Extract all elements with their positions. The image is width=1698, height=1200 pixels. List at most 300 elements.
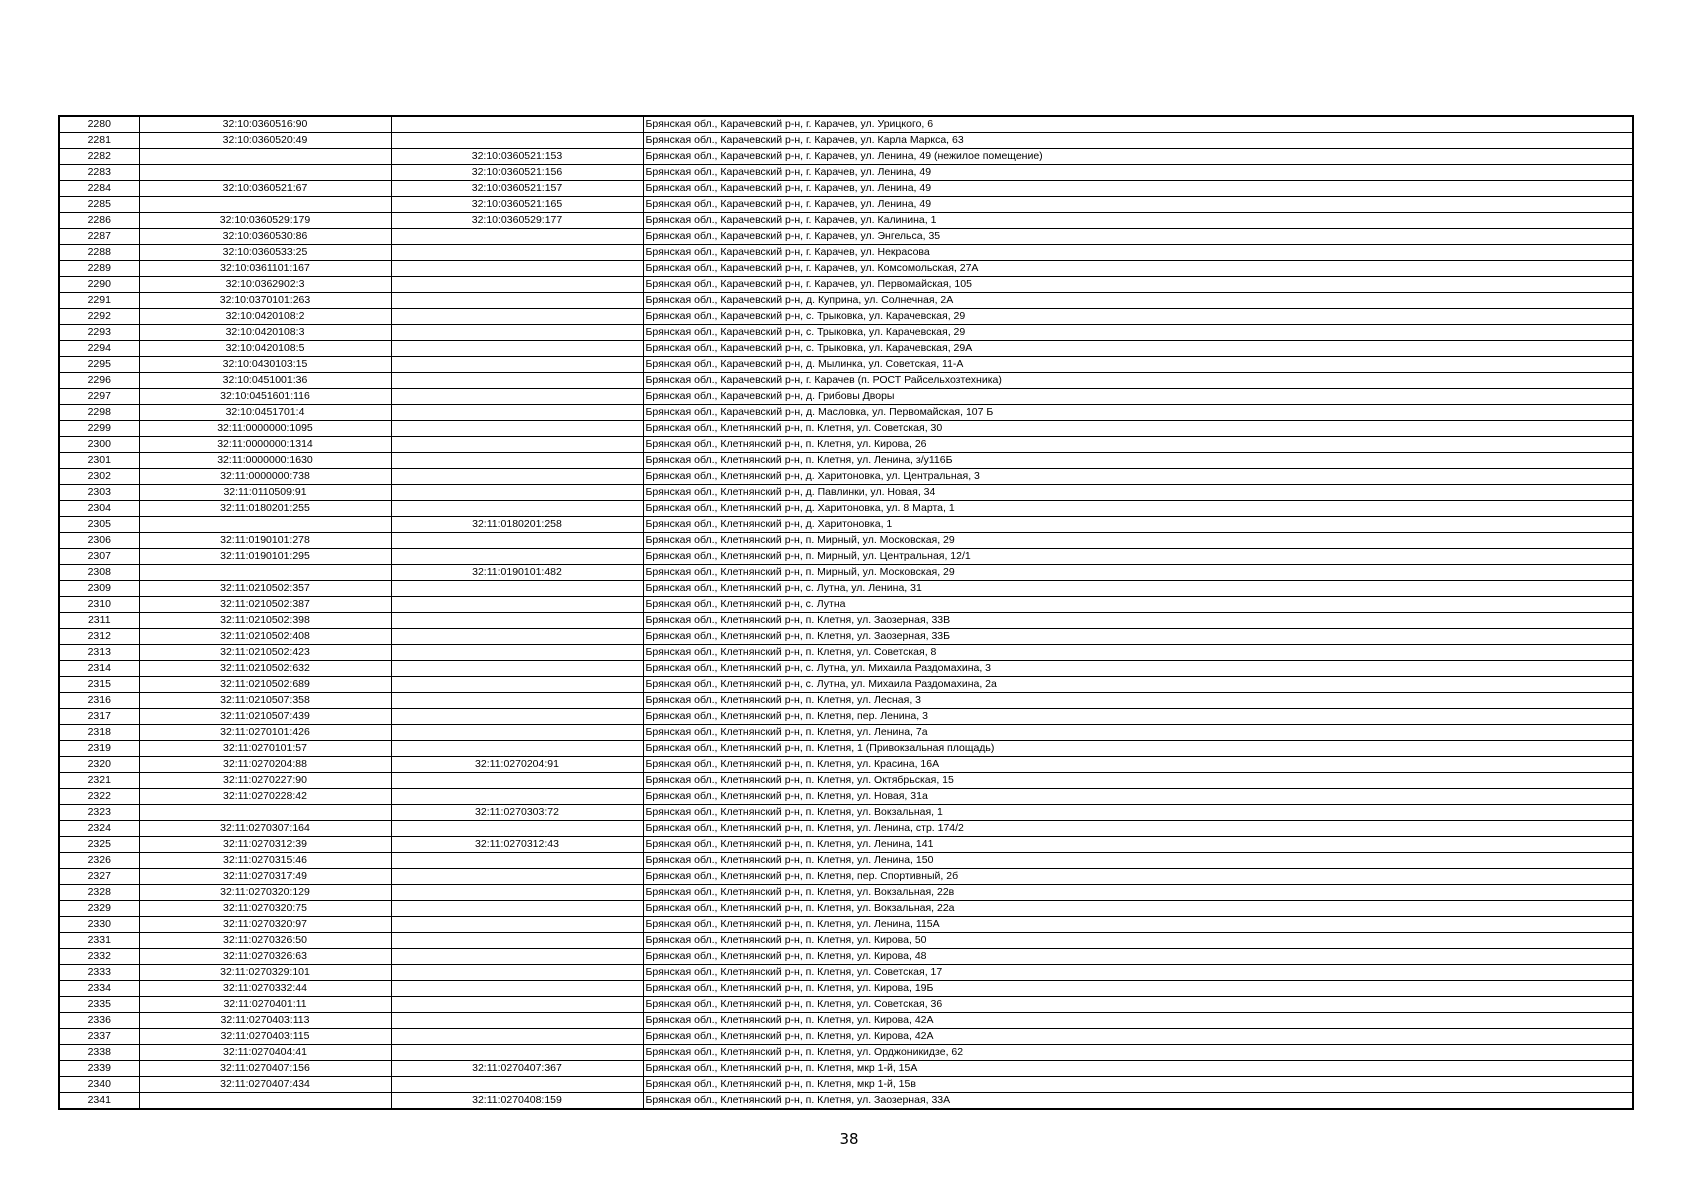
row-number-cell: 2330 xyxy=(59,917,139,933)
row-number-cell: 2315 xyxy=(59,677,139,693)
row-number-cell: 2285 xyxy=(59,197,139,213)
address-cell: Брянская обл., Клетнянский р-н, п. Клетня, ул. Кирова, 48 xyxy=(643,949,1633,965)
building-cadastral-number-cell xyxy=(391,325,643,341)
address-cell: Брянская обл., Клетнянский р-н, п. Клетня, ул. Орджоникидзе, 62 xyxy=(643,1045,1633,1061)
table-row xyxy=(59,325,1633,341)
land-cadastral-number-cell: 32:11:0180201:255 xyxy=(139,501,391,517)
building-cadastral-number-cell xyxy=(391,116,643,133)
building-cadastral-number-cell: 32:11:0180201:258 xyxy=(391,517,643,533)
row-number-cell: 2309 xyxy=(59,581,139,597)
address-cell: Брянская обл., Карачевский р-н, г. Карачев, ул. Калинина, 1 xyxy=(643,213,1633,229)
land-cadastral-number-cell: 32:10:0420108:3 xyxy=(139,325,391,341)
building-cadastral-number-cell xyxy=(391,725,643,741)
row-number-cell: 2303 xyxy=(59,485,139,501)
address-cell: Брянская обл., Клетнянский р-н, п. Клетня, ул. Советская, 8 xyxy=(643,645,1633,661)
land-cadastral-number-cell: 32:11:0270407:156 xyxy=(139,1061,391,1077)
address-cell: Брянская обл., Клетнянский р-н, с. Лутна, ул. Михаила Раздомахина, 2а xyxy=(643,677,1633,693)
land-cadastral-number-cell xyxy=(139,565,391,581)
row-number-cell: 2337 xyxy=(59,1029,139,1045)
table-row xyxy=(59,805,1633,821)
table-row xyxy=(59,949,1633,965)
land-cadastral-number-cell: 32:11:0270204:88 xyxy=(139,757,391,773)
land-cadastral-number-cell: 32:11:0270320:75 xyxy=(139,901,391,917)
address-cell: Брянская обл., Клетнянский р-н, п. Клетня, пер. Ленина, 3 xyxy=(643,709,1633,725)
land-cadastral-number-cell: 32:10:0360530:86 xyxy=(139,229,391,245)
table-row xyxy=(59,421,1633,437)
land-cadastral-number-cell: 32:11:0210502:423 xyxy=(139,645,391,661)
address-cell: Брянская обл., Клетнянский р-н, п. Клетня, пер. Спортивный, 2б xyxy=(643,869,1633,885)
land-cadastral-number-cell: 32:11:0270312:39 xyxy=(139,837,391,853)
land-cadastral-number-cell: 32:10:0451601:116 xyxy=(139,389,391,405)
address-cell: Брянская обл., Клетнянский р-н, п. Клетня, ул. Ленина, 150 xyxy=(643,853,1633,869)
row-number-cell: 2328 xyxy=(59,885,139,901)
row-number-cell: 2280 xyxy=(59,116,139,133)
row-number-cell: 2302 xyxy=(59,469,139,485)
row-number-cell: 2339 xyxy=(59,1061,139,1077)
land-cadastral-number-cell: 32:11:0210502:398 xyxy=(139,613,391,629)
land-cadastral-number-cell: 32:11:0210507:358 xyxy=(139,693,391,709)
table-row xyxy=(59,485,1633,501)
row-number-cell: 2319 xyxy=(59,741,139,757)
building-cadastral-number-cell xyxy=(391,821,643,837)
row-number-cell: 2327 xyxy=(59,869,139,885)
building-cadastral-number-cell xyxy=(391,229,643,245)
building-cadastral-number-cell xyxy=(391,693,643,709)
land-cadastral-number-cell: 32:10:0360521:67 xyxy=(139,181,391,197)
building-cadastral-number-cell: 32:10:0360521:153 xyxy=(391,149,643,165)
land-cadastral-number-cell: 32:11:0210502:357 xyxy=(139,581,391,597)
row-number-cell: 2291 xyxy=(59,293,139,309)
building-cadastral-number-cell xyxy=(391,629,643,645)
table-row xyxy=(59,181,1633,197)
building-cadastral-number-cell: 32:11:0270303:72 xyxy=(391,805,643,821)
row-number-cell: 2340 xyxy=(59,1077,139,1093)
building-cadastral-number-cell xyxy=(391,357,643,373)
page-number: 38 xyxy=(839,1130,859,1148)
table-row xyxy=(59,517,1633,533)
table-row xyxy=(59,725,1633,741)
row-number-cell: 2308 xyxy=(59,565,139,581)
row-number-cell: 2288 xyxy=(59,245,139,261)
land-cadastral-number-cell: 32:10:0430103:15 xyxy=(139,357,391,373)
land-cadastral-number-cell xyxy=(139,517,391,533)
building-cadastral-number-cell xyxy=(391,661,643,677)
land-cadastral-number-cell: 32:11:0270317:49 xyxy=(139,869,391,885)
building-cadastral-number-cell xyxy=(391,245,643,261)
address-cell: Брянская обл., Карачевский р-н, г. Карачев, ул. Первомайская, 105 xyxy=(643,277,1633,293)
land-cadastral-number-cell: 32:11:0270329:101 xyxy=(139,965,391,981)
address-cell: Брянская обл., Клетнянский р-н, п. Клетня, ул. Ленина, з/у116Б xyxy=(643,453,1633,469)
building-cadastral-number-cell xyxy=(391,597,643,613)
address-cell: Брянская обл., Клетнянский р-н, п. Клетня, 1 (Привокзальная площадь) xyxy=(643,741,1633,757)
land-cadastral-number-cell: 32:11:0270407:434 xyxy=(139,1077,391,1093)
land-cadastral-number-cell xyxy=(139,805,391,821)
building-cadastral-number-cell xyxy=(391,421,643,437)
row-number-cell: 2316 xyxy=(59,693,139,709)
table-row xyxy=(59,309,1633,325)
land-cadastral-number-cell: 32:10:0360529:179 xyxy=(139,213,391,229)
building-cadastral-number-cell xyxy=(391,869,643,885)
table-row xyxy=(59,533,1633,549)
row-number-cell: 2293 xyxy=(59,325,139,341)
address-cell: Брянская обл., Карачевский р-н, г. Карачев, ул. Ленина, 49 (нежилое помещение) xyxy=(643,149,1633,165)
property-table-body xyxy=(59,116,1633,1109)
address-cell: Брянская обл., Клетнянский р-н, д. Харитоновка, ул. Центральная, 3 xyxy=(643,469,1633,485)
building-cadastral-number-cell xyxy=(391,581,643,597)
table-row xyxy=(59,277,1633,293)
land-cadastral-number-cell: 32:11:0270332:44 xyxy=(139,981,391,997)
row-number-cell: 2326 xyxy=(59,853,139,869)
land-cadastral-number-cell: 32:11:0190101:295 xyxy=(139,549,391,565)
table-row xyxy=(59,565,1633,581)
address-cell: Брянская обл., Клетнянский р-н, д. Харитоновка, ул. 8 Марта, 1 xyxy=(643,501,1633,517)
address-cell: Брянская обл., Клетнянский р-н, п. Клетня, ул. Советская, 30 xyxy=(643,421,1633,437)
address-cell: Брянская обл., Клетнянский р-н, п. Клетня, ул. Вокзальная, 1 xyxy=(643,805,1633,821)
table-row xyxy=(59,741,1633,757)
address-cell: Брянская обл., Клетнянский р-н, п. Клетня, ул. Ленина, 115А xyxy=(643,917,1633,933)
land-cadastral-number-cell: 32:10:0451001:36 xyxy=(139,373,391,389)
land-cadastral-number-cell xyxy=(139,197,391,213)
row-number-cell: 2322 xyxy=(59,789,139,805)
address-cell: Брянская обл., Клетнянский р-н, п. Мирный, ул. Московская, 29 xyxy=(643,533,1633,549)
table-row xyxy=(59,837,1633,853)
building-cadastral-number-cell: 32:11:0270312:43 xyxy=(391,837,643,853)
building-cadastral-number-cell xyxy=(391,613,643,629)
table-row xyxy=(59,581,1633,597)
land-cadastral-number-cell: 32:11:0210502:689 xyxy=(139,677,391,693)
table-row xyxy=(59,677,1633,693)
building-cadastral-number-cell xyxy=(391,1013,643,1029)
address-cell: Брянская обл., Карачевский р-н, г. Карачев, ул. Карла Маркса, 63 xyxy=(643,133,1633,149)
row-number-cell: 2298 xyxy=(59,405,139,421)
row-number-cell: 2297 xyxy=(59,389,139,405)
row-number-cell: 2323 xyxy=(59,805,139,821)
building-cadastral-number-cell: 32:10:0360521:165 xyxy=(391,197,643,213)
row-number-cell: 2321 xyxy=(59,773,139,789)
row-number-cell: 2336 xyxy=(59,1013,139,1029)
building-cadastral-number-cell xyxy=(391,645,643,661)
address-cell: Брянская обл., Карачевский р-н, г. Карачев, ул. Энгельса, 35 xyxy=(643,229,1633,245)
row-number-cell: 2312 xyxy=(59,629,139,645)
land-cadastral-number-cell: 32:10:0451701:4 xyxy=(139,405,391,421)
table-row xyxy=(59,997,1633,1013)
table-row xyxy=(59,373,1633,389)
table-row xyxy=(59,437,1633,453)
land-cadastral-number-cell: 32:10:0362902:3 xyxy=(139,277,391,293)
row-number-cell: 2320 xyxy=(59,757,139,773)
table-row xyxy=(59,613,1633,629)
address-cell: Брянская обл., Клетнянский р-н, п. Мирный, ул. Центральная, 12/1 xyxy=(643,549,1633,565)
building-cadastral-number-cell xyxy=(391,533,643,549)
table-row xyxy=(59,757,1633,773)
building-cadastral-number-cell xyxy=(391,261,643,277)
row-number-cell: 2317 xyxy=(59,709,139,725)
row-number-cell: 2325 xyxy=(59,837,139,853)
land-cadastral-number-cell: 32:11:0210502:632 xyxy=(139,661,391,677)
building-cadastral-number-cell: 32:11:0270407:367 xyxy=(391,1061,643,1077)
address-cell: Брянская обл., Карачевский р-н, г. Карачев, ул. Урицкого, 6 xyxy=(643,116,1633,133)
table-row xyxy=(59,389,1633,405)
address-cell: Брянская обл., Карачевский р-н, г. Карачев, ул. Комсомольская, 27А xyxy=(643,261,1633,277)
table-row xyxy=(59,661,1633,677)
land-cadastral-number-cell: 32:11:0270403:115 xyxy=(139,1029,391,1045)
address-cell: Брянская обл., Клетнянский р-н, п. Клетня, ул. Кирова, 50 xyxy=(643,933,1633,949)
land-cadastral-number-cell: 32:11:0210507:439 xyxy=(139,709,391,725)
building-cadastral-number-cell xyxy=(391,997,643,1013)
row-number-cell: 2300 xyxy=(59,437,139,453)
table-row xyxy=(59,133,1633,149)
table-row xyxy=(59,116,1633,133)
table-row xyxy=(59,853,1633,869)
table-row xyxy=(59,1029,1633,1045)
address-cell: Брянская обл., Клетнянский р-н, п. Клетня, ул. Кирова, 26 xyxy=(643,437,1633,453)
table-row xyxy=(59,1045,1633,1061)
row-number-cell: 2284 xyxy=(59,181,139,197)
row-number-cell: 2313 xyxy=(59,645,139,661)
address-cell: Брянская обл., Клетнянский р-н, п. Клетня, ул. Ленина, 7а xyxy=(643,725,1633,741)
building-cadastral-number-cell xyxy=(391,789,643,805)
table-row xyxy=(59,245,1633,261)
land-cadastral-number-cell: 32:10:0360516:90 xyxy=(139,116,391,133)
building-cadastral-number-cell xyxy=(391,309,643,325)
land-cadastral-number-cell: 32:11:0270320:97 xyxy=(139,917,391,933)
land-cadastral-number-cell: 32:10:0361101:167 xyxy=(139,261,391,277)
table-row xyxy=(59,229,1633,245)
row-number-cell: 2305 xyxy=(59,517,139,533)
table-row xyxy=(59,869,1633,885)
row-number-cell: 2286 xyxy=(59,213,139,229)
address-cell: Брянская обл., Карачевский р-н, д. Масловка, ул. Первомайская, 107 Б xyxy=(643,405,1633,421)
table-row xyxy=(59,693,1633,709)
land-cadastral-number-cell: 32:11:0000000:1095 xyxy=(139,421,391,437)
land-cadastral-number-cell: 32:11:0270101:57 xyxy=(139,741,391,757)
land-cadastral-number-cell: 32:10:0420108:5 xyxy=(139,341,391,357)
row-number-cell: 2314 xyxy=(59,661,139,677)
table-row xyxy=(59,1077,1633,1093)
building-cadastral-number-cell xyxy=(391,709,643,725)
building-cadastral-number-cell xyxy=(391,981,643,997)
address-cell: Брянская обл., Карачевский р-н, г. Карачев, ул. Ленина, 49 xyxy=(643,181,1633,197)
address-cell: Брянская обл., Клетнянский р-н, д. Харитоновка, 1 xyxy=(643,517,1633,533)
land-cadastral-number-cell xyxy=(139,1093,391,1110)
land-cadastral-number-cell: 32:11:0270307:164 xyxy=(139,821,391,837)
row-number-cell: 2304 xyxy=(59,501,139,517)
table-row xyxy=(59,789,1633,805)
building-cadastral-number-cell: 32:10:0360521:157 xyxy=(391,181,643,197)
address-cell: Брянская обл., Карачевский р-н, г. Карачев, ул. Некрасова xyxy=(643,245,1633,261)
land-cadastral-number-cell: 32:11:0110509:91 xyxy=(139,485,391,501)
land-cadastral-number-cell: 32:11:0000000:1630 xyxy=(139,453,391,469)
address-cell: Брянская обл., Клетнянский р-н, п. Клетня, ул. Новая, 31а xyxy=(643,789,1633,805)
land-cadastral-number-cell: 32:10:0420108:2 xyxy=(139,309,391,325)
table-row xyxy=(59,1013,1633,1029)
table-row xyxy=(59,965,1633,981)
row-number-cell: 2299 xyxy=(59,421,139,437)
address-cell: Брянская обл., Карачевский р-н, с. Трыковка, ул. Карачевская, 29А xyxy=(643,341,1633,357)
table-row xyxy=(59,629,1633,645)
building-cadastral-number-cell: 32:10:0360529:177 xyxy=(391,213,643,229)
row-number-cell: 2295 xyxy=(59,357,139,373)
row-number-cell: 2307 xyxy=(59,549,139,565)
table-row xyxy=(59,469,1633,485)
row-number-cell: 2311 xyxy=(59,613,139,629)
address-cell: Брянская обл., Клетнянский р-н, п. Клетня, ул. Заозерная, 33Б xyxy=(643,629,1633,645)
address-cell: Брянская обл., Клетнянский р-н, п. Клетня, ул. Лесная, 3 xyxy=(643,693,1633,709)
table-row xyxy=(59,981,1633,997)
table-row xyxy=(59,341,1633,357)
property-table xyxy=(58,115,1634,1110)
table-row xyxy=(59,709,1633,725)
building-cadastral-number-cell xyxy=(391,1029,643,1045)
building-cadastral-number-cell xyxy=(391,469,643,485)
row-number-cell: 2334 xyxy=(59,981,139,997)
row-number-cell: 2329 xyxy=(59,901,139,917)
land-cadastral-number-cell: 32:11:0270320:129 xyxy=(139,885,391,901)
address-cell: Брянская обл., Клетнянский р-н, п. Клетня, ул. Ленина, стр. 174/2 xyxy=(643,821,1633,837)
row-number-cell: 2306 xyxy=(59,533,139,549)
building-cadastral-number-cell xyxy=(391,1077,643,1093)
address-cell: Брянская обл., Клетнянский р-н, с. Лутна, ул. Михаила Раздомахина, 3 xyxy=(643,661,1633,677)
building-cadastral-number-cell: 32:11:0190101:482 xyxy=(391,565,643,581)
address-cell: Брянская обл., Клетнянский р-н, п. Клетня, ул. Заозерная, 33А xyxy=(643,1093,1633,1110)
row-number-cell: 2333 xyxy=(59,965,139,981)
table-row xyxy=(59,453,1633,469)
land-cadastral-number-cell xyxy=(139,149,391,165)
row-number-cell: 2331 xyxy=(59,933,139,949)
row-number-cell: 2289 xyxy=(59,261,139,277)
land-cadastral-number-cell: 32:11:0190101:278 xyxy=(139,533,391,549)
row-number-cell: 2301 xyxy=(59,453,139,469)
address-cell: Брянская обл., Клетнянский р-н, п. Клетня, ул. Кирова, 42А xyxy=(643,1029,1633,1045)
land-cadastral-number-cell: 32:11:0270326:50 xyxy=(139,933,391,949)
table-row xyxy=(59,213,1633,229)
building-cadastral-number-cell xyxy=(391,437,643,453)
building-cadastral-number-cell: 32:10:0360521:156 xyxy=(391,165,643,181)
building-cadastral-number-cell xyxy=(391,773,643,789)
table-row xyxy=(59,773,1633,789)
address-cell: Брянская обл., Карачевский р-н, д. Мылинка, ул. Советская, 11-А xyxy=(643,357,1633,373)
address-cell: Брянская обл., Карачевский р-н, с. Трыковка, ул. Карачевская, 29 xyxy=(643,309,1633,325)
address-cell: Брянская обл., Клетнянский р-н, п. Клетня, мкр 1-й, 15А xyxy=(643,1061,1633,1077)
table-row xyxy=(59,821,1633,837)
address-cell: Брянская обл., Клетнянский р-н, д. Павлинки, ул. Новая, 34 xyxy=(643,485,1633,501)
building-cadastral-number-cell xyxy=(391,741,643,757)
land-cadastral-number-cell: 32:11:0270401:11 xyxy=(139,997,391,1013)
building-cadastral-number-cell xyxy=(391,341,643,357)
row-number-cell: 2281 xyxy=(59,133,139,149)
building-cadastral-number-cell xyxy=(391,501,643,517)
address-cell: Брянская обл., Клетнянский р-н, п. Мирный, ул. Московская, 29 xyxy=(643,565,1633,581)
address-cell: Брянская обл., Клетнянский р-н, п. Клетня, ул. Октябрьская, 15 xyxy=(643,773,1633,789)
land-cadastral-number-cell: 32:10:0360533:25 xyxy=(139,245,391,261)
address-cell: Брянская обл., Клетнянский р-н, п. Клетня, ул. Заозерная, 33В xyxy=(643,613,1633,629)
table-row xyxy=(59,885,1633,901)
building-cadastral-number-cell xyxy=(391,389,643,405)
building-cadastral-number-cell xyxy=(391,917,643,933)
table-row xyxy=(59,293,1633,309)
address-cell: Брянская обл., Карачевский р-н, г. Карачев, ул. Ленина, 49 xyxy=(643,197,1633,213)
address-cell: Брянская обл., Карачевский р-н, д. Куприна, ул. Солнечная, 2А xyxy=(643,293,1633,309)
table-row xyxy=(59,501,1633,517)
building-cadastral-number-cell xyxy=(391,373,643,389)
table-row xyxy=(59,149,1633,165)
row-number-cell: 2290 xyxy=(59,277,139,293)
row-number-cell: 2332 xyxy=(59,949,139,965)
land-cadastral-number-cell: 32:11:0210502:387 xyxy=(139,597,391,613)
land-cadastral-number-cell: 32:11:0210502:408 xyxy=(139,629,391,645)
address-cell: Брянская обл., Клетнянский р-н, п. Клетня, ул. Кирова, 19Б xyxy=(643,981,1633,997)
building-cadastral-number-cell xyxy=(391,133,643,149)
building-cadastral-number-cell xyxy=(391,1045,643,1061)
table-row xyxy=(59,917,1633,933)
building-cadastral-number-cell xyxy=(391,453,643,469)
land-cadastral-number-cell: 32:11:0270404:41 xyxy=(139,1045,391,1061)
land-cadastral-number-cell: 32:11:0270403:113 xyxy=(139,1013,391,1029)
row-number-cell: 2338 xyxy=(59,1045,139,1061)
building-cadastral-number-cell xyxy=(391,965,643,981)
table-row xyxy=(59,597,1633,613)
building-cadastral-number-cell: 32:11:0270408:159 xyxy=(391,1093,643,1110)
building-cadastral-number-cell: 32:11:0270204:91 xyxy=(391,757,643,773)
building-cadastral-number-cell xyxy=(391,885,643,901)
row-number-cell: 2287 xyxy=(59,229,139,245)
building-cadastral-number-cell xyxy=(391,549,643,565)
building-cadastral-number-cell xyxy=(391,677,643,693)
building-cadastral-number-cell xyxy=(391,853,643,869)
address-cell: Брянская обл., Карачевский р-н, д. Грибовы Дворы xyxy=(643,389,1633,405)
address-cell: Брянская обл., Клетнянский р-н, п. Клетня, ул. Советская, 17 xyxy=(643,965,1633,981)
row-number-cell: 2294 xyxy=(59,341,139,357)
row-number-cell: 2310 xyxy=(59,597,139,613)
land-cadastral-number-cell: 32:11:0270326:63 xyxy=(139,949,391,965)
address-cell: Брянская обл., Клетнянский р-н, п. Клетня, ул. Вокзальная, 22а xyxy=(643,901,1633,917)
row-number-cell: 2296 xyxy=(59,373,139,389)
address-cell: Брянская обл., Клетнянский р-н, с. Лутна xyxy=(643,597,1633,613)
table-row xyxy=(59,901,1633,917)
table-row xyxy=(59,1061,1633,1077)
table-row xyxy=(59,645,1633,661)
building-cadastral-number-cell xyxy=(391,277,643,293)
building-cadastral-number-cell xyxy=(391,405,643,421)
table-row xyxy=(59,357,1633,373)
land-cadastral-number-cell: 32:11:0000000:1314 xyxy=(139,437,391,453)
building-cadastral-number-cell xyxy=(391,293,643,309)
row-number-cell: 2324 xyxy=(59,821,139,837)
land-cadastral-number-cell: 32:10:0360520:49 xyxy=(139,133,391,149)
address-cell: Брянская обл., Карачевский р-н, г. Карачев (п. РОСТ Райсельхозтехника) xyxy=(643,373,1633,389)
table-row xyxy=(59,933,1633,949)
row-number-cell: 2283 xyxy=(59,165,139,181)
address-cell: Брянская обл., Клетнянский р-н, п. Клетня, ул. Советская, 36 xyxy=(643,997,1633,1013)
table-row xyxy=(59,549,1633,565)
address-cell: Брянская обл., Клетнянский р-н, п. Клетня, ул. Ленина, 141 xyxy=(643,837,1633,853)
table-row xyxy=(59,405,1633,421)
address-cell: Брянская обл., Клетнянский р-н, п. Клетня, ул. Красина, 16А xyxy=(643,757,1633,773)
building-cadastral-number-cell xyxy=(391,933,643,949)
land-cadastral-number-cell: 32:11:0270228:42 xyxy=(139,789,391,805)
row-number-cell: 2341 xyxy=(59,1093,139,1110)
row-number-cell: 2318 xyxy=(59,725,139,741)
address-cell: Брянская обл., Карачевский р-н, с. Трыковка, ул. Карачевская, 29 xyxy=(643,325,1633,341)
row-number-cell: 2335 xyxy=(59,997,139,1013)
land-cadastral-number-cell: 32:11:0270315:46 xyxy=(139,853,391,869)
address-cell: Брянская обл., Клетнянский р-н, с. Лутна, ул. Ленина, 31 xyxy=(643,581,1633,597)
address-cell: Брянская обл., Клетнянский р-н, п. Клетня, мкр 1-й, 15в xyxy=(643,1077,1633,1093)
table-row xyxy=(59,1093,1633,1110)
building-cadastral-number-cell xyxy=(391,901,643,917)
land-cadastral-number-cell: 32:11:0270227:90 xyxy=(139,773,391,789)
building-cadastral-number-cell xyxy=(391,485,643,501)
